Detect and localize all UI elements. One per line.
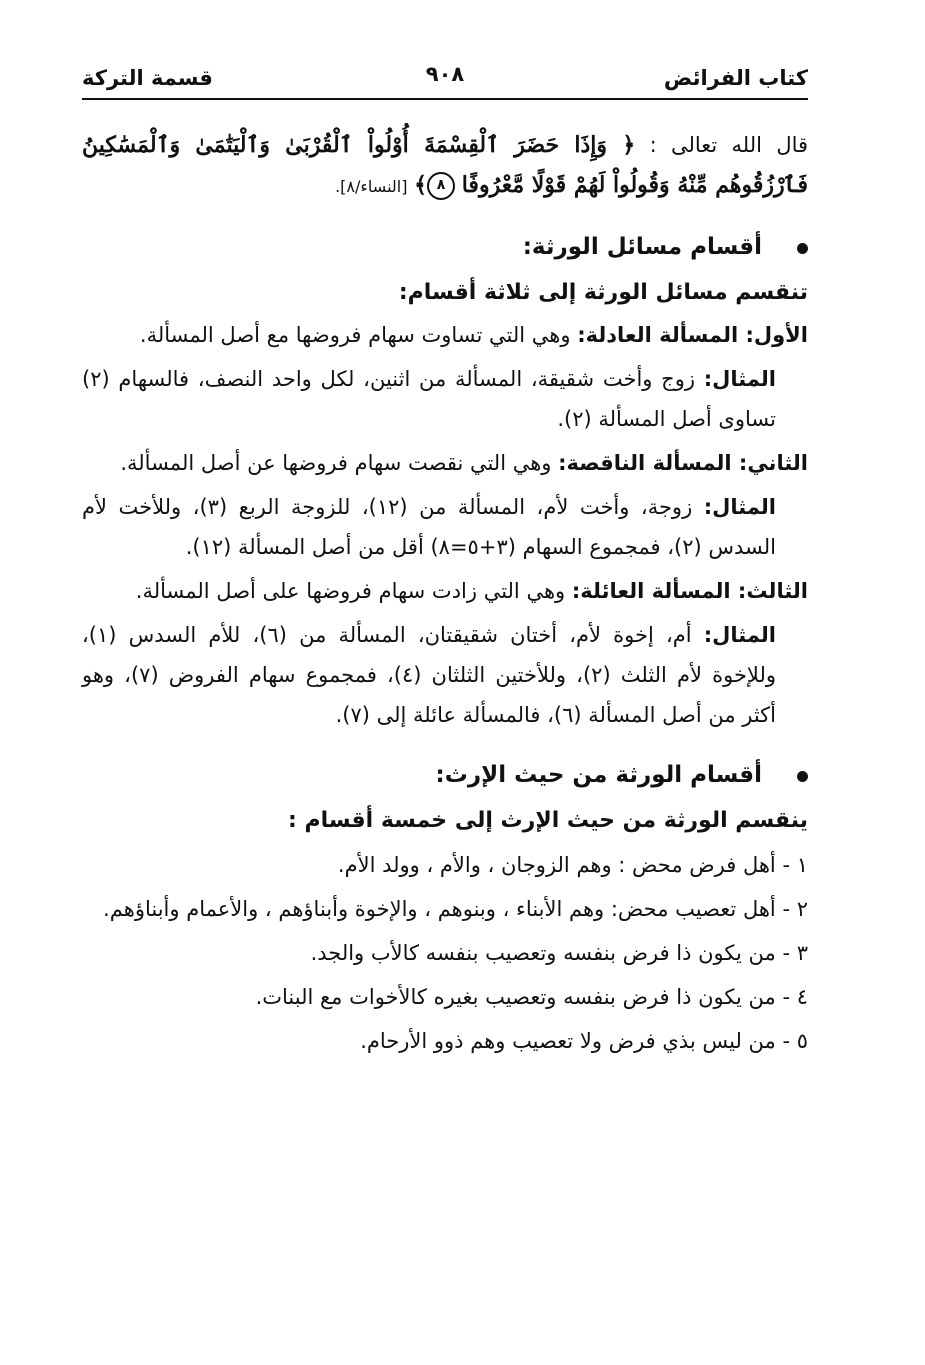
issue-type-label: الثاني: المسألة الناقصة:	[558, 451, 808, 475]
example-label: المثال:	[703, 367, 776, 391]
quote-intro: قال الله تعالى :	[649, 133, 809, 157]
page-body	[82, 125, 808, 1061]
ayah-number-badge: ٨	[427, 172, 455, 200]
list-item	[82, 845, 808, 885]
running-header	[82, 62, 808, 100]
example-text: زوج وأخت شقيقة، المسألة من اثنين، لكل واحد النصف، فالسهام (٢) تساوى أصل المسألة (٢).	[82, 367, 776, 431]
chapter-title: قسمة التركة	[82, 66, 213, 90]
section-heading-issues	[82, 227, 808, 267]
verse-close-bracket: ﴾	[414, 172, 428, 198]
item-text: من ليس بذي فرض ولا تعصيب وهم ذوو الأرحام.	[360, 1029, 776, 1053]
item-number: ٣ -	[782, 941, 808, 965]
example-label: المثال:	[703, 623, 776, 647]
list-item	[82, 1021, 808, 1061]
example-label: المثال:	[703, 495, 777, 519]
issue-type-definition	[82, 315, 808, 355]
issue-example	[82, 359, 808, 439]
issue-type-text: وهي التي تساوت سهام فروضها مع أصل المسألة.	[139, 323, 571, 347]
issue-example	[82, 487, 808, 567]
example-text: أم، إخوة لأم، أختان شقيقتان، المسألة من (٦)، للأم السدس (١)، وللإخوة لأم الثلث (٢)، وللأختين الثلثان (٤)، فمجموع سهام الفروض (٧)، وهو أكثر من أصل المسألة (٦)، فالمسألة عائلة إلى (٧).	[82, 623, 776, 727]
item-number: ٤ -	[782, 985, 808, 1009]
list-item	[82, 933, 808, 973]
issue-type-label: الثالث: المسألة العائلة:	[571, 579, 808, 603]
section-heading-text: أقسام مسائل الورثة:	[522, 234, 762, 260]
issue-type-text: وهي التي نقصت سهام فروضها عن أصل المسألة.	[120, 451, 552, 475]
item-text: أهل تعصيب محض: وهم الأبناء ، وبنوهم ، والإخوة وأبناؤهم ، والأعمام وأبناؤهم.	[103, 897, 776, 921]
bullet-icon	[797, 243, 808, 254]
example-text: زوجة، وأخت لأم، المسألة من (١٢)، للزوجة الربع (٣)، وللأخت لأم السدس (٢)، فمجموع السهام (٣+٥=٨) أقل من أصل المسألة (١٢).	[82, 495, 776, 559]
item-text: أهل فرض محض : وهم الزوجان ، والأم ، وولد الأم.	[337, 853, 776, 877]
verse-reference: [النساء/٨].	[335, 177, 408, 196]
list-item	[82, 977, 808, 1017]
issue-type-text: وهي التي زادت سهام فروضها على أصل المسألة.	[135, 579, 566, 603]
item-text: من يكون ذا فرض بنفسه وتعصيب بغيره كالأخوات مع البنات.	[255, 985, 776, 1009]
item-number: ١ -	[782, 853, 808, 877]
section-heading-text: أقسام الورثة من حيث الإرث:	[435, 762, 762, 788]
issue-type-definition	[82, 443, 808, 483]
item-text: من يكون ذا فرض بنفسه وتعصيب بنفسه كالأب والجد.	[310, 941, 776, 965]
issue-example	[82, 615, 808, 735]
section-intro: ينقسم الورثة من حيث الإرث إلى خمسة أقسام :	[288, 808, 808, 833]
quran-verse: ﴿ وَإِذَا حَضَرَ ٱلْقِسْمَةَ أُوْلُواْ ٱلْقُرْبَىٰ وَٱلْيَتَٰمَىٰ وَٱلْمَسَٰكِينُ فَٱرْزُقُوهُم مِّنْهُ وَقُولُواْ لَهُمْ قَوْلًا مَّعْرُوفًا	[82, 132, 808, 198]
section-heading-heirs	[82, 755, 808, 795]
list-item	[82, 889, 808, 929]
quran-quote	[82, 125, 808, 207]
item-number: ٢ -	[782, 897, 808, 921]
heir-category-list	[82, 845, 808, 1061]
issue-type-definition	[82, 571, 808, 611]
bullet-icon	[797, 771, 808, 782]
book-title: كتاب الفرائض	[663, 66, 808, 90]
section-intro: تنقسم مسائل الورثة إلى ثلاثة أقسام:	[398, 280, 808, 305]
page-number: ٩٠٨	[425, 62, 465, 86]
item-number: ٥ -	[782, 1029, 808, 1053]
issue-type-label: الأول: المسألة العادلة:	[577, 323, 808, 347]
